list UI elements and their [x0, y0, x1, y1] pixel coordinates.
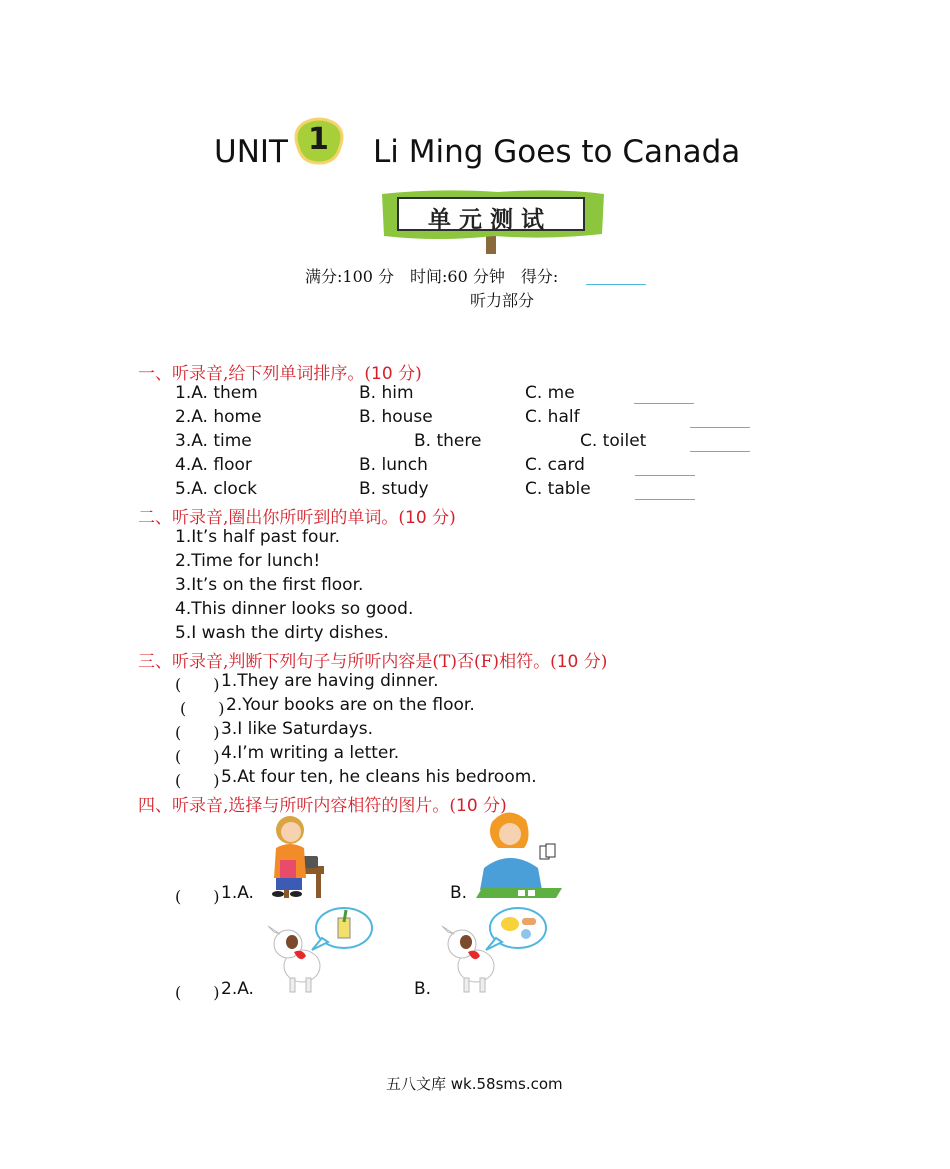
s2-item1: 1.It’s half past four.	[175, 527, 340, 547]
s1-row5-b: B. study	[359, 479, 429, 499]
section4-heading: 四、听录音,选择与所听内容相符的图片。(10 分)	[138, 796, 507, 816]
s1-row2-blank[interactable]	[690, 427, 750, 428]
s3-answer-paren[interactable]: ( )	[175, 747, 220, 766]
dog-thinking-food-illustration	[440, 904, 548, 996]
s1-row3-b: B. there	[414, 431, 482, 451]
s3-item1: 1.They are having dinner.	[221, 671, 439, 691]
listening-part-title: 听力部分	[470, 291, 535, 310]
footer-site: 五八文库 wk.58sms.com	[386, 1075, 563, 1093]
unit-test-banner	[378, 186, 608, 256]
s1-row5-a: 5.A. clock	[175, 479, 258, 499]
s4-q1-answer-paren[interactable]: ( )	[175, 887, 220, 906]
s4-q1-option-b: B.	[450, 883, 468, 903]
s3-answer-paren[interactable]: ( )	[180, 699, 225, 718]
s2-item5: 5.I wash the dirty dishes.	[175, 623, 389, 643]
s1-row2-a: 2.A. home	[175, 407, 262, 427]
s3-item3: 3.I like Saturdays.	[221, 719, 374, 739]
s1-row1-a: 1.A. them	[175, 383, 258, 403]
banner-text: 单元测试	[428, 207, 552, 233]
s3-item4: 4.I’m writing a letter.	[221, 743, 400, 763]
s1-row2-b: B. house	[359, 407, 433, 427]
s1-row5-blank[interactable]	[635, 499, 695, 500]
s2-item2: 2.Time for lunch!	[175, 551, 321, 571]
page-title: Li Ming Goes to Canada	[373, 134, 741, 170]
s1-row3-c: C. toilet	[580, 431, 647, 451]
s4-q2-option-b: B.	[414, 979, 432, 999]
s1-row4-b: B. lunch	[359, 455, 428, 475]
section3-heading: 三、听录音,判断下列句子与所听内容是(T)否(F)相符。(10 分)	[138, 652, 608, 672]
s1-row3-a: 3.A. time	[175, 431, 252, 451]
s2-item3: 3.It’s on the first floor.	[175, 575, 364, 595]
girl-on-phone-illustration	[258, 808, 328, 900]
s1-row2-c: C. half	[525, 407, 580, 427]
s2-item4: 4.This dinner looks so good.	[175, 599, 414, 619]
s1-row4-c: C. card	[525, 455, 585, 475]
unit-number-badge	[294, 117, 344, 165]
s1-row3-blank[interactable]	[690, 451, 750, 452]
s3-answer-paren[interactable]: ( )	[175, 723, 220, 742]
s3-item2: 2.Your books are on the floor.	[226, 695, 475, 715]
dog-thinking-drink-illustration	[266, 904, 374, 996]
s1-row4-a: 4.A. floor	[175, 455, 252, 475]
woman-with-cards-illustration	[472, 808, 564, 900]
s1-row1-c: C. me	[525, 383, 575, 403]
unit-word: UNIT	[214, 134, 288, 170]
s4-q2-answer-paren[interactable]: ( )	[175, 983, 220, 1002]
section2-heading: 二、听录音,圈出你所听到的单词。(10 分)	[138, 508, 456, 528]
s3-item5: 5.At four ten, he cleans his bedroom.	[221, 767, 537, 787]
score-info: 满分:100 分 时间:60 分钟 得分:	[305, 267, 559, 286]
s3-answer-paren[interactable]: ( )	[175, 771, 220, 790]
s4-q1-label: 1.A.	[221, 883, 254, 903]
unit-number: 1	[308, 122, 329, 157]
s1-row5-c: C. table	[525, 479, 591, 499]
s4-q2-label: 2.A.	[221, 979, 254, 999]
s1-row4-blank[interactable]	[635, 475, 695, 476]
s1-row1-b: B. him	[359, 383, 414, 403]
s1-row1-blank[interactable]	[634, 403, 694, 404]
score-blank[interactable]	[586, 284, 646, 285]
section1-heading: 一、听录音,给下列单词排序。(10 分)	[138, 364, 422, 384]
s3-answer-paren[interactable]: ( )	[175, 675, 220, 694]
